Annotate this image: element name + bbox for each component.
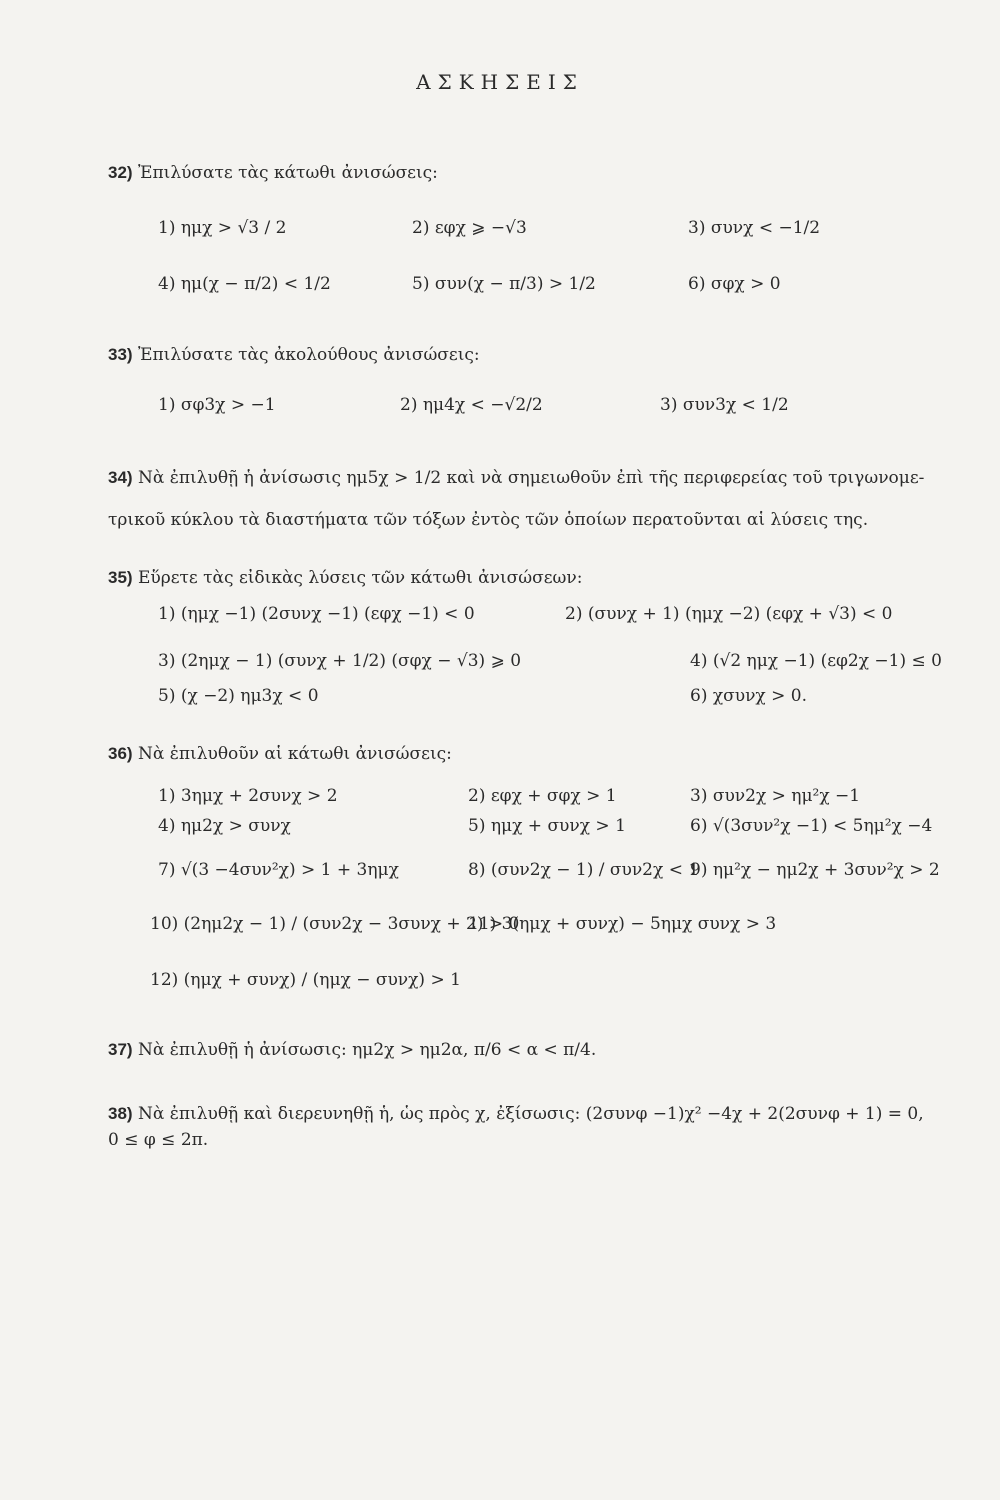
page-title: ΑΣΚΗΣΕΙΣ — [416, 70, 584, 94]
exercise-35-heading — [108, 568, 582, 588]
exercise-37 — [108, 1040, 596, 1060]
exercise-32-heading — [108, 163, 438, 183]
exercise-35-item-3: 3) (2ημχ − 1) (συνχ + 1/2) (σφχ − √3) ⩾ 0 — [158, 651, 522, 671]
exercise-33-heading — [108, 345, 480, 365]
exercise-35-item-6: 6) χσυνχ > 0. — [690, 686, 807, 706]
exercise-35-item-1: 1) (ημχ −1) (2συνχ −1) (εφχ −1) < 0 — [158, 604, 475, 624]
exercise-text: Νὰ ἐπιλυθῇ ἡ ἀνίσωσις ημ5χ > 1/2 καὶ νὰ σημειωθοῦν ἐπὶ τῆς περιφερείας τοῦ τριγωνομε- — [137, 468, 925, 488]
exercise-32-item-5: 5) συν(χ − π/3) > 1/2 — [412, 274, 596, 294]
exercise-38-line-1 — [108, 1104, 924, 1124]
exercise-32-item-3: 3) συνχ < −1/2 — [688, 218, 821, 238]
exercise-36-heading — [108, 744, 452, 764]
exercise-36-item-1: 1) 3ημχ + 2συνχ > 2 — [158, 786, 338, 806]
exercise-36-item-11: 11) 3(ημχ + συνχ) − 5ημχ συνχ > 3 — [468, 914, 777, 934]
exercise-number: 38) — [108, 1104, 133, 1123]
exercise-35-item-2: 2) (συνχ + 1) (ημχ −2) (εφχ + √3) < 0 — [565, 604, 893, 624]
exercise-instruction: Ἐπιλύσατε τὰς ἀκολούθους ἀνισώσεις: — [137, 345, 480, 365]
exercise-33-item-2: 2) ημ4χ < −√2/2 — [400, 395, 543, 415]
exercise-32-item-1: 1) ημχ > √3 / 2 — [158, 218, 287, 238]
exercise-text: Νὰ ἐπιλυθῇ ἡ ἀνίσωσις: ημ2χ > ημ2α, π/6 < α < π/4. — [137, 1040, 597, 1060]
exercise-number: 37) — [108, 1040, 133, 1059]
exercise-number: 32) — [108, 163, 133, 182]
exercise-35-item-5: 5) (χ −2) ημ3χ < 0 — [158, 686, 319, 706]
exercise-32-item-2: 2) εφχ ⩾ −√3 — [412, 218, 527, 238]
exercise-text: Νὰ ἐπιλυθῇ καὶ διερευνηθῇ ἡ, ὡς πρὸς χ, ἐξίσωσις: (2συνφ −1)χ² −4χ + 2(2συνφ + 1) = 0, — [137, 1104, 924, 1124]
exercise-number: 35) — [108, 568, 133, 587]
exercise-36-item-6: 6) √(3συν²χ −1) < 5ημ²χ −4 — [690, 816, 933, 836]
exercise-instruction: Εὕρετε τὰς εἰδικὰς λύσεις τῶν κάτωθι ἀνισώσεων: — [137, 568, 583, 588]
exercise-36-item-4: 4) ημ2χ > συνχ — [158, 816, 291, 836]
exercise-36-item-3: 3) συν2χ > ημ²χ −1 — [690, 786, 861, 806]
exercise-36-item-2: 2) εφχ + σφχ > 1 — [468, 786, 617, 806]
exercise-32-item-6: 6) σφχ > 0 — [688, 274, 781, 294]
exercise-36-item-8: 8) (συν2χ − 1) / συν2χ < 1 — [468, 860, 700, 880]
exercise-34-line-1 — [108, 468, 924, 488]
exercise-instruction: Νὰ ἐπιλυθοῦν αἱ κάτωθι ἀνισώσεις: — [137, 744, 452, 764]
exercise-36-item-9: 9) ημ²χ − ημ2χ + 3συν²χ > 2 — [690, 860, 940, 880]
exercise-35-item-4: 4) (√2 ημχ −1) (εφ2χ −1) ≤ 0 — [690, 651, 942, 671]
exercise-36-item-5: 5) ημχ + συνχ > 1 — [468, 816, 626, 836]
exercise-38-line-2: 0 ≤ φ ≤ 2π. — [108, 1130, 209, 1150]
exercise-36-item-7: 7) √(3 −4συν²χ) > 1 + 3ημχ — [158, 860, 399, 880]
exercise-33-item-1: 1) σφ3χ > −1 — [158, 395, 276, 415]
exercise-number: 36) — [108, 744, 133, 763]
exercise-36-item-12: 12) (ημχ + συνχ) / (ημχ − συνχ) > 1 — [150, 970, 461, 990]
exercise-36-item-10: 10) (2ημ2χ − 1) / (συν2χ − 3συνχ + 2) > 0 — [150, 914, 520, 934]
exercise-number: 33) — [108, 345, 133, 364]
exercise-instruction: Ἐπιλύσατε τὰς κάτωθι ἀνισώσεις: — [137, 163, 438, 183]
exercise-number: 34) — [108, 468, 133, 487]
exercise-33-item-3: 3) συν3χ < 1/2 — [660, 395, 789, 415]
exercise-34-line-2: τρικοῦ κύκλου τὰ διαστήματα τῶν τόξων ἐντὸς τῶν ὁποίων περατοῦνται αἱ λύσεις της. — [108, 510, 869, 530]
exercise-32-item-4: 4) ημ(χ − π/2) < 1/2 — [158, 274, 331, 294]
